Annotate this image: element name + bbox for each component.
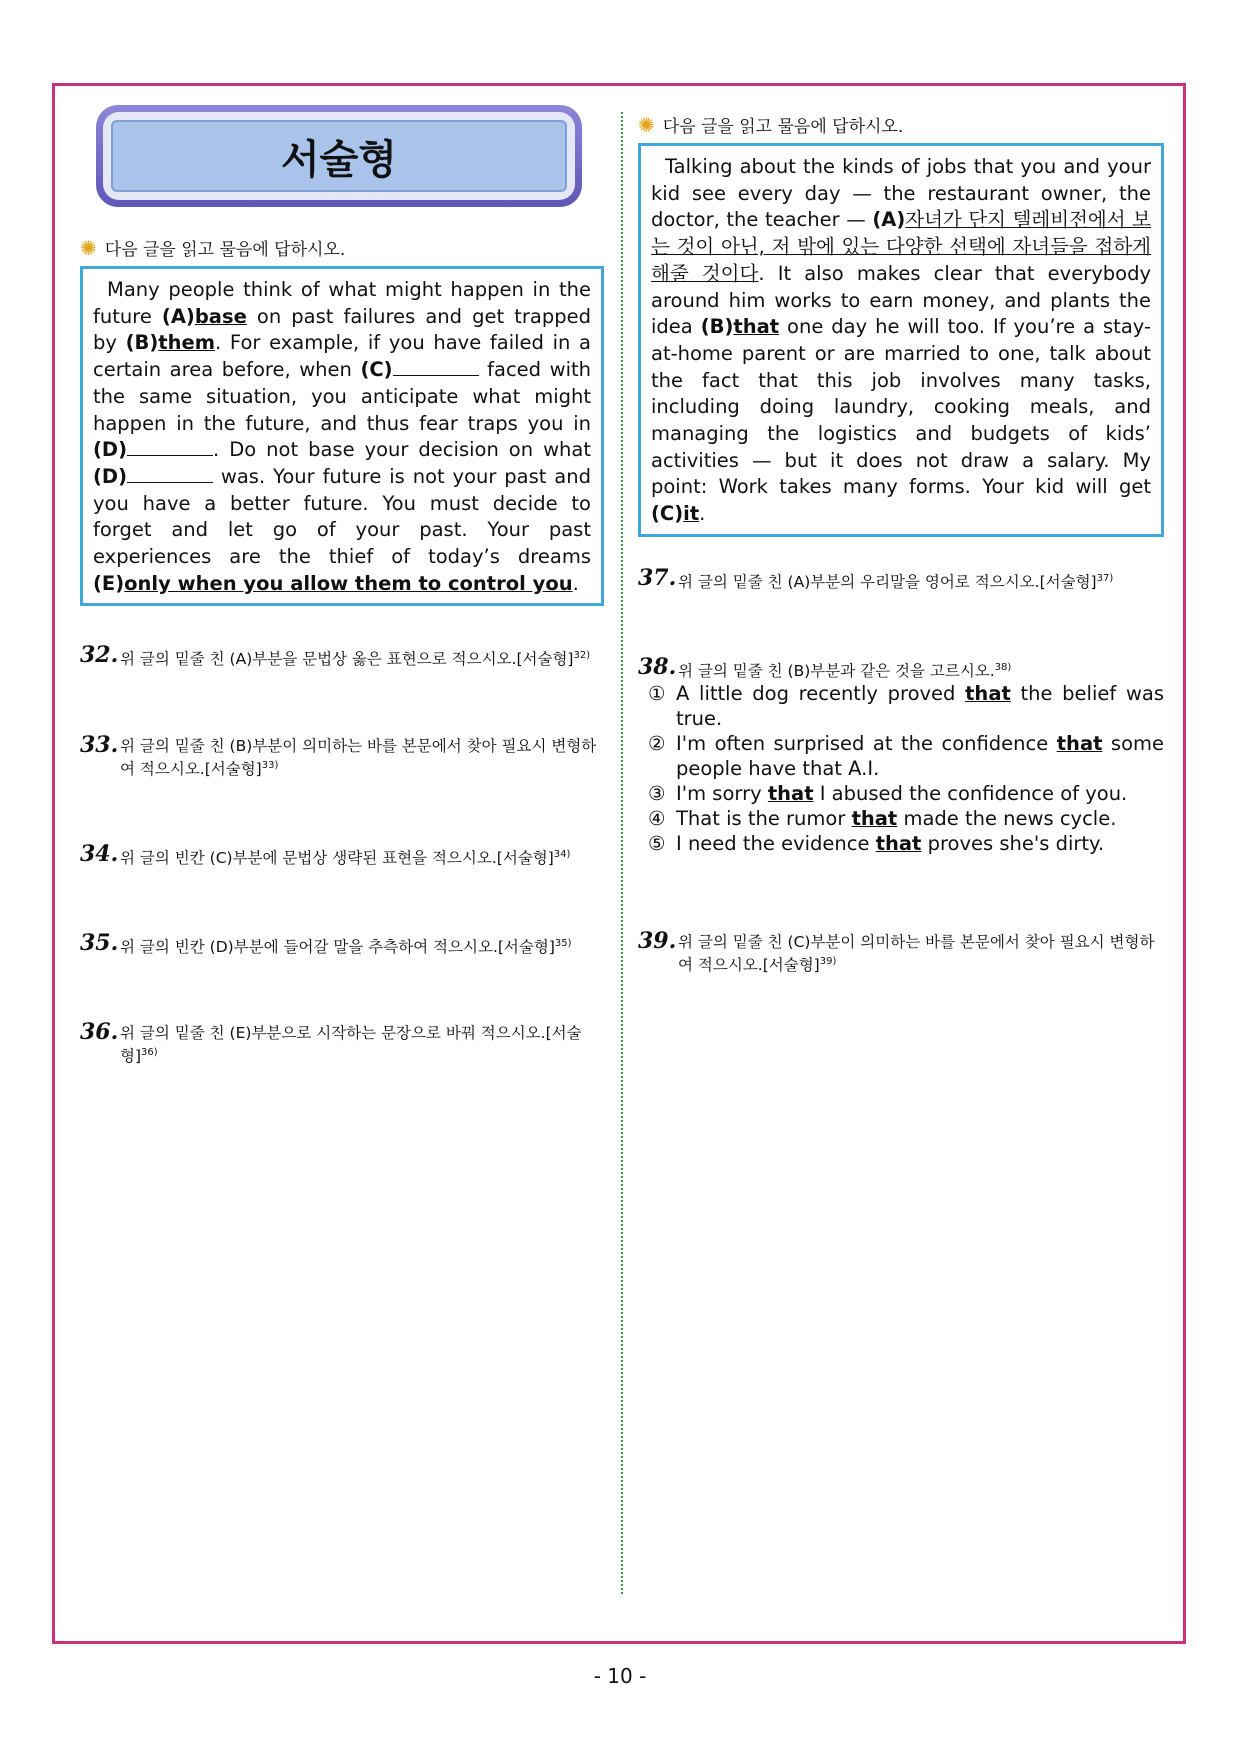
- blank-c: [393, 357, 479, 376]
- passage-prompt-2: ✺ 다음 글을 읽고 물음에 답하시오.: [638, 112, 904, 137]
- section-title: 서술형: [111, 120, 567, 192]
- underline-b: them: [158, 331, 216, 355]
- right-column: [638, 112, 1164, 975]
- passage-prompt: ✺ 다음 글을 읽고 물음에 답하시오.: [80, 235, 346, 260]
- question-32: 32. 위 글의 밑줄 친 (A)부분을 문법상 옳은 표현으로 적으시오.[서술형]$^{32)}$: [80, 642, 591, 669]
- blank-d1: [127, 437, 213, 456]
- question-37: 37. 위 글의 밑줄 친 (A)부분의 우리말을 영어로 적으시오.[서술형]$^{37)}$: [638, 564, 1114, 591]
- underline-a: base: [194, 304, 247, 328]
- underline-a-2: 자녀가 단지 텔레비전에서 보는 것이 아닌, 저 밖에 있는 다양한 선택에 자녀들을 접하게 해줄 것이다: [651, 208, 1151, 285]
- choice-5[interactable]: ⑤ I need the evidence that proves she's dirty.: [648, 832, 1105, 856]
- choice-2[interactable]: ② I'm often surprised at the confidence that some people have that A.I.: [648, 732, 1164, 781]
- choice-1[interactable]: ① A little dog recently proved that the belief was true.: [648, 682, 1165, 731]
- underline-c-2: it: [683, 502, 700, 526]
- reading-passage-2: Talking about the kinds of jobs that you and your kid see every day — the restaurant owner, the doctor, the teacher — (A)자녀가 단지 텔레비전에서 보는 것이 아닌, 저 밖에 있는 다양한 선택에 자녀들을 접하게 해줄 것이다. It also makes clear that everybody around him works to earn money, and plants the idea (B)that one day he will too. If you’re a stay-at-home parent or are married to one, talk about the fact that this job involves many tasks, including doing laundry, cooking meals, and managing the logistics and budgets of kids’ activities — but it does not draw a salary. My point: Work takes many forms. Your kid will get (C)it.: [638, 143, 1164, 537]
- question-36: 36. 위 글의 밑줄 친 (E)부분으로 시작하는 문장으로 바꿔 적으시오.[서술형]$^{36)}$: [80, 1019, 582, 1066]
- question-35: 35. 위 글의 빈칸 (D)부분에 들어갈 말을 추측하여 적으시오.[서술형]$^{35)}$: [80, 929, 572, 957]
- column-divider: [621, 112, 623, 1594]
- flower-icon: ✺: [638, 112, 655, 137]
- question-33: 33. 위 글의 밑줄 친 (B)부분이 의미하는 바를 본문에서 찾아 필요시 변형하여 적으시오.[서술형]$^{33)}$: [80, 731, 597, 778]
- underline-e: only when you allow them to control you: [124, 571, 573, 595]
- page-number: - 10 -: [593, 1664, 647, 1688]
- question-39: 39. 위 글의 밑줄 친 (C)부분이 의미하는 바를 본문에서 찾아 필요시 변형하여 적으시오.[서술형]$^{39)}$: [638, 928, 1155, 975]
- section-title-box: [96, 105, 582, 207]
- underline-b-2: that: [733, 315, 780, 339]
- choice-4[interactable]: ④ That is the rumor that made the news cycle.: [648, 807, 1117, 831]
- left-column: [80, 105, 604, 1066]
- question-34: 34. 위 글의 빈칸 (C)부분에 문법상 생략된 표현을 적으시오.[서술형]$^{34)}$: [80, 840, 571, 867]
- question-38: 38. 위 글의 밑줄 친 (B)부분과 같은 것을 고르시오.$^{38)}$: [638, 654, 1012, 681]
- answer-choices: [648, 681, 1164, 856]
- reading-passage: Many people think of what might happen in the future (A)base on past failures and get trapped by (B)them. For example, if you have failed in a certain area before, when (C) faced with the same situation, you anticipate what might happen in the future, and thus fear traps you in (D) . Do not base your decision on what (D) was. Your future is not your past and you have a better future. You must decide to forget and let go of your past. Your past experiences are the thief of today’s dreams (E)only when you allow them to control you.: [80, 266, 604, 606]
- choice-3[interactable]: ③ I'm sorry that I abused the confidence of you.: [648, 782, 1128, 806]
- blank-d2: [127, 464, 213, 483]
- flower-icon: ✺: [80, 235, 97, 260]
